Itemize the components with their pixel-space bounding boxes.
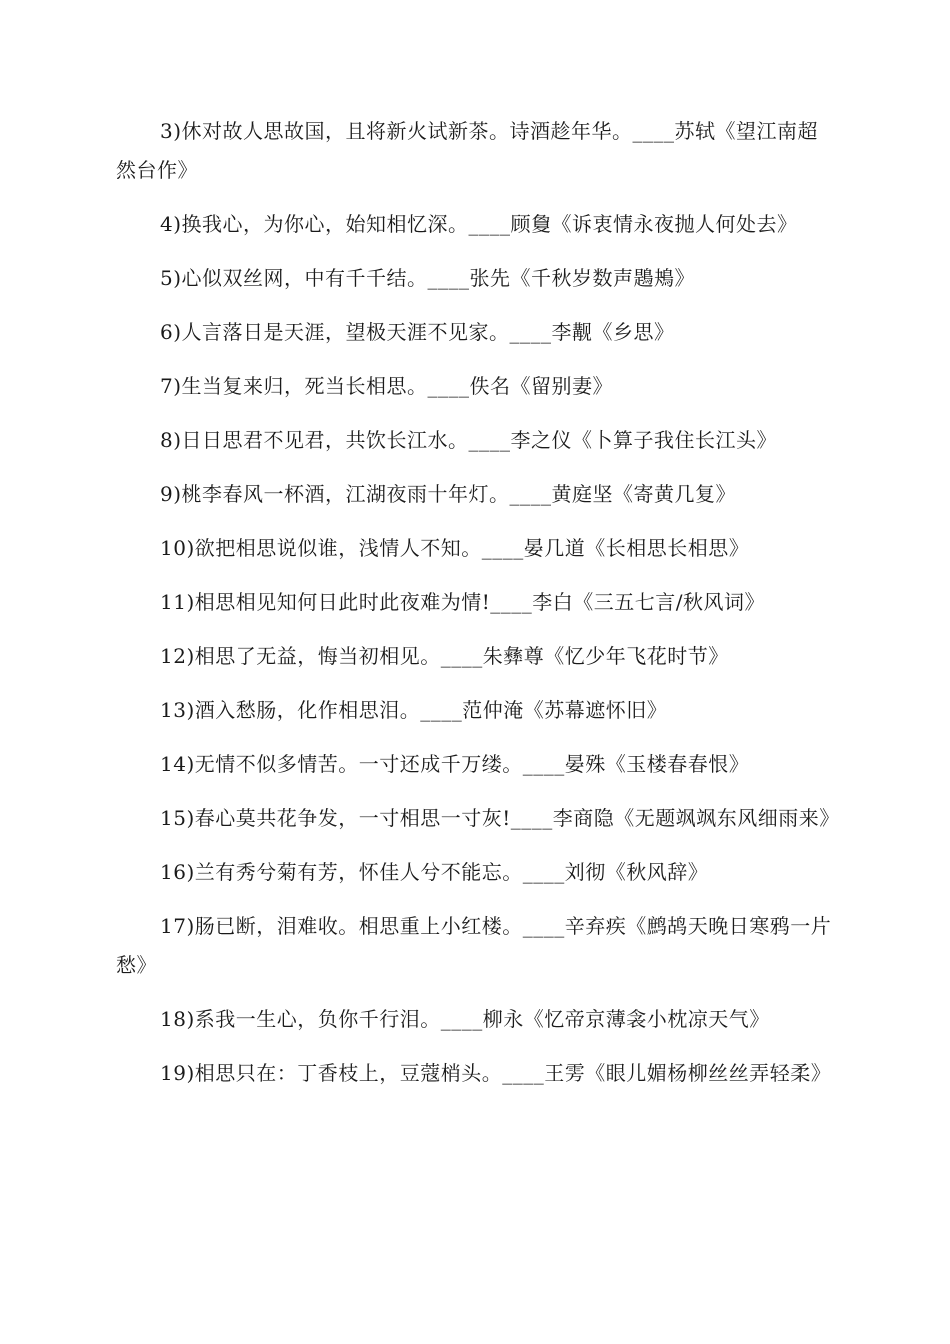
poem-line-10: 10)欲把相思说似谁，浅情人不知。____晏几道《长相思长相思》 (160, 536, 750, 560)
poem-line-18: 18)系我一生心，负你千行泪。____柳永《忆帝京薄衾小枕凉天气》 (160, 1007, 770, 1031)
poem-line-13: 13)酒入愁肠，化作相思泪。____范仲淹《苏幕遮怀旧》 (160, 698, 668, 722)
poem-line-12: 12)相思了无益，悔当初相见。____朱彝尊《忆少年飞花时节》 (160, 644, 729, 668)
poem-line-15: 15)春心莫共花争发，一寸相思一寸灰!____李商隐《无题飒飒东风细雨来》 (160, 806, 840, 830)
poem-line-6: 6)人言落日是天涯，望极天涯不见家。____李觏《乡思》 (160, 320, 675, 344)
document-page (116, 112, 840, 1108)
poem-line-17: 17)肠已断，泪难收。相思重上小红楼。____辛弃疾《鹧鸪天晚日寒鸦一片愁》 (116, 914, 832, 977)
poem-line-4: 4)换我心，为你心，始知相忆深。____顾敻《诉衷情永夜抛人何处去》 (160, 212, 798, 236)
poem-line-16: 16)兰有秀兮菊有芳，怀佳人兮不能忘。____刘彻《秋风辞》 (160, 860, 709, 884)
poem-line-19: 19)相思只在：丁香枝上，豆蔻梢头。____王雱《眼儿媚杨柳丝丝弄轻柔》 (160, 1061, 832, 1085)
poem-line-7: 7)生当复来归，死当长相思。____佚名《留别妻》 (160, 374, 614, 398)
poem-line-3: 3)休对故人思故国，且将新火试新茶。诗酒趁年华。____苏轼《望江南超然台作》 (116, 119, 819, 182)
poem-line-14: 14)无情不似多情苦。一寸还成千万缕。____晏殊《玉楼春春恨》 (160, 752, 750, 776)
poem-line-11: 11)相思相见知何日此时此夜难为情!____李白《三五七言/秋风词》 (160, 590, 766, 614)
poem-line-5: 5)心似双丝网，中有千千结。____张先《千秋岁数声鶗鴂》 (160, 266, 696, 290)
poem-line-8: 8)日日思君不见君，共饮长江水。____李之仪《卜算子我住长江头》 (160, 428, 778, 452)
poem-line-9: 9)桃李春风一杯酒，江湖夜雨十年灯。____黄庭坚《寄黄几复》 (160, 482, 737, 506)
